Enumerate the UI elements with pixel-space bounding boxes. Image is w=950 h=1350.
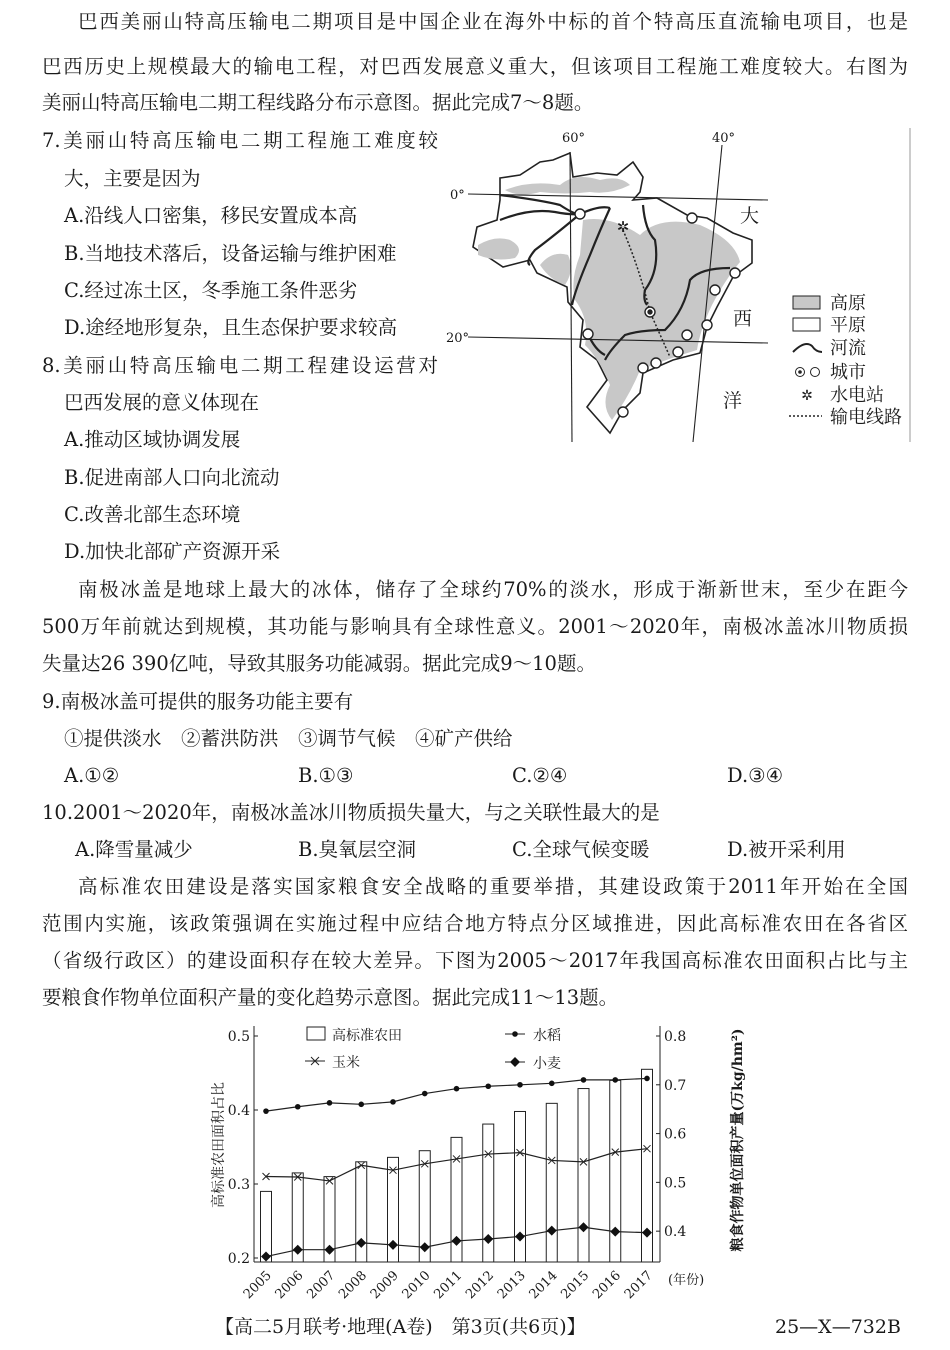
right-tick-label: 0.5 [664,1175,687,1192]
q7-stem: 大，主要是因为 [64,167,201,190]
q10-option-d[interactable]: D.被开采利用 [727,838,846,861]
point [422,1091,428,1097]
series-line-水稻 [266,1078,647,1111]
lat-label: 20° [446,331,470,346]
q8-option-a[interactable]: A.推动区域协调发展 [64,428,241,451]
x-tick-label: 2007 [304,1268,339,1303]
right-tick-label: 0.7 [664,1077,687,1094]
q8-stem: 巴西发展的意义体现在 [64,391,260,414]
point [454,1086,460,1092]
intro-line: 要粮食作物单位面积产量的变化趋势示意图。据此完成11～13题。 [42,986,619,1009]
q7-option-c[interactable]: C.经过冻土区，冬季施工条件恶劣 [64,279,358,302]
legend-hydropower-icon: ✲ [801,388,813,404]
legend-label: 高标准农田 [332,1028,402,1044]
point [517,1082,523,1088]
q8-option-b[interactable]: B.促进南部人口向北流动 [64,466,280,489]
q9-option-d[interactable]: D.③④ [727,764,784,787]
intro-line: 范围内实施，该政策强调在实施过程中应结合地方特点分区域推进，因此高标准农田在各省区 [42,912,908,935]
intro-line: 南极冰盖是地球上最大的冰体，储存了全球约70%的淡水，形成于渐新世末，至少在距今 [78,578,908,601]
intro-line: 美丽山特高压输电二期工程线路分布示意图。据此完成7～8题。 [42,91,594,114]
x-tick-label: 2010 [399,1268,434,1303]
intro-line: 失量达26 390亿吨，导致其服务功能减弱。据此完成9～10题。 [42,652,596,675]
left-tick-label: 0.3 [227,1177,250,1193]
point [358,1102,364,1108]
x-tick-label: 2008 [336,1268,371,1303]
right-tick-label: 0.8 [664,1029,687,1045]
q10-option-b[interactable]: B.臭氧层空洞 [298,838,417,861]
q10-stem: 10.2001～2020年，南极冰盖冰川物质损失量大，与之关联性最大的是 [42,801,660,824]
intro-line: 巴西美丽山特高压输电二期项目是中国企业在海外中标的首个特高压直流输电项目，也是 [78,10,908,33]
ocean-label: 大 [740,205,760,227]
legend-label: 输电线路 [830,407,902,428]
x-tick-label: 2011 [431,1268,466,1303]
bar [261,1191,272,1262]
q8-stem: 8.美丽山特高压输电二期工程建设运营对 [42,354,438,377]
q9-option-b[interactable]: B.①③ [298,764,354,787]
left-axis-label: 高标准农田面积占比 [211,1082,227,1208]
left-tick-label: 0.4 [227,1103,250,1119]
ocean-label: 洋 [723,390,743,412]
legend-label: 河流 [830,338,866,359]
legend-label: 城市 [830,362,866,383]
q10-option-a[interactable]: A.降雪量减少 [75,838,193,861]
legend-label: 玉米 [332,1055,360,1071]
legend-label: 平原 [830,315,866,336]
point [549,1081,555,1087]
x-tick-label: 2009 [367,1268,402,1303]
point [612,1077,618,1083]
legend-label: 高原 [830,293,866,314]
intro-line: 巴西历史上规模最大的输电工程，对巴西发展意义重大，但该项目工程施工难度较大。右图为 [42,55,908,78]
q8-option-c[interactable]: C.改善北部生态环境 [64,503,241,526]
x-tick-label: 2014 [526,1268,561,1303]
point [485,1083,491,1089]
q9-option-a[interactable]: A.①② [64,764,120,787]
bar [578,1089,589,1262]
point [295,1104,301,1110]
lon-label: 40° [712,131,736,146]
point [327,1100,333,1106]
x-tick-label: 2016 [590,1268,625,1303]
q9-items: ①提供淡水 ②蓄洪防洪 ③调节气候 ④矿产供给 [64,727,513,750]
point [581,1077,587,1083]
intro-line: 500万年前就达到规模，其功能与影响具有全球性意义。2001～2020年，南极冰盖冰川物质损 [42,615,908,638]
legend-label: 水稻 [533,1028,561,1044]
x-tick-label: 2017 [621,1268,656,1303]
legend-label: 水电站 [830,385,884,406]
intro-line: 高标准农田建设是落实国家粮食安全战略的重要举措，其建设政策于2011年开始在全国 [78,875,908,898]
lon-label: 60° [562,131,586,146]
q9-option-c[interactable]: C.②④ [512,764,568,787]
footer-title: 【高二5月联考·地理(A卷) 第3页(共6页)】 [215,1316,586,1338]
lat-label: 0° [450,188,465,203]
x-tick-label: 2013 [494,1268,529,1303]
left-tick-label: 0.5 [227,1029,250,1045]
x-tick-label: 2012 [463,1268,498,1303]
point [644,1076,650,1082]
x-axis-label: (年份) [668,1273,705,1288]
point [263,1108,269,1114]
legend-label: 小麦 [533,1056,561,1072]
point [390,1099,396,1105]
q7-option-b[interactable]: B.当地技术落后，设备运输与维护困难 [64,242,397,265]
x-tick-label: 2015 [558,1268,593,1303]
legend-wheat-marker [510,1057,520,1067]
q9-stem: 9.南极冰盖可提供的服务功能主要有 [42,690,354,713]
right-tick-label: 0.6 [664,1126,687,1143]
footer-code: 25—X—732B [775,1316,901,1338]
left-tick-label: 0.2 [227,1251,250,1267]
x-tick-label: 2006 [272,1268,307,1303]
hydropower-icon: ✲ [616,218,630,236]
right-tick-label: 0.4 [664,1224,687,1241]
ocean-label: 西 [733,308,753,330]
x-tick-label: 2005 [240,1268,275,1303]
q7-option-a[interactable]: A.沿线人口密集，移民安置成本高 [64,204,358,227]
q10-option-c[interactable]: C.全球气候变暖 [512,838,650,861]
legend-bar-swatch [307,1027,325,1040]
legend-rice-marker [512,1031,518,1037]
q8-option-d[interactable]: D.加快北部矿产资源开采 [64,540,281,563]
bar [546,1103,557,1262]
q7-stem: 7.美丽山特高压输电二期工程施工难度较 [42,129,438,152]
right-axis-label: 粮食作物单位面积产量(万kg/hm²) [730,1028,746,1252]
intro-line: （省级行政区）的建设面积存在较大差异。下图为2005～2017年我国高标准农田面积占比与主 [42,949,908,972]
q7-option-d[interactable]: D.途经地形复杂，且生态保护要求较高 [64,316,398,339]
